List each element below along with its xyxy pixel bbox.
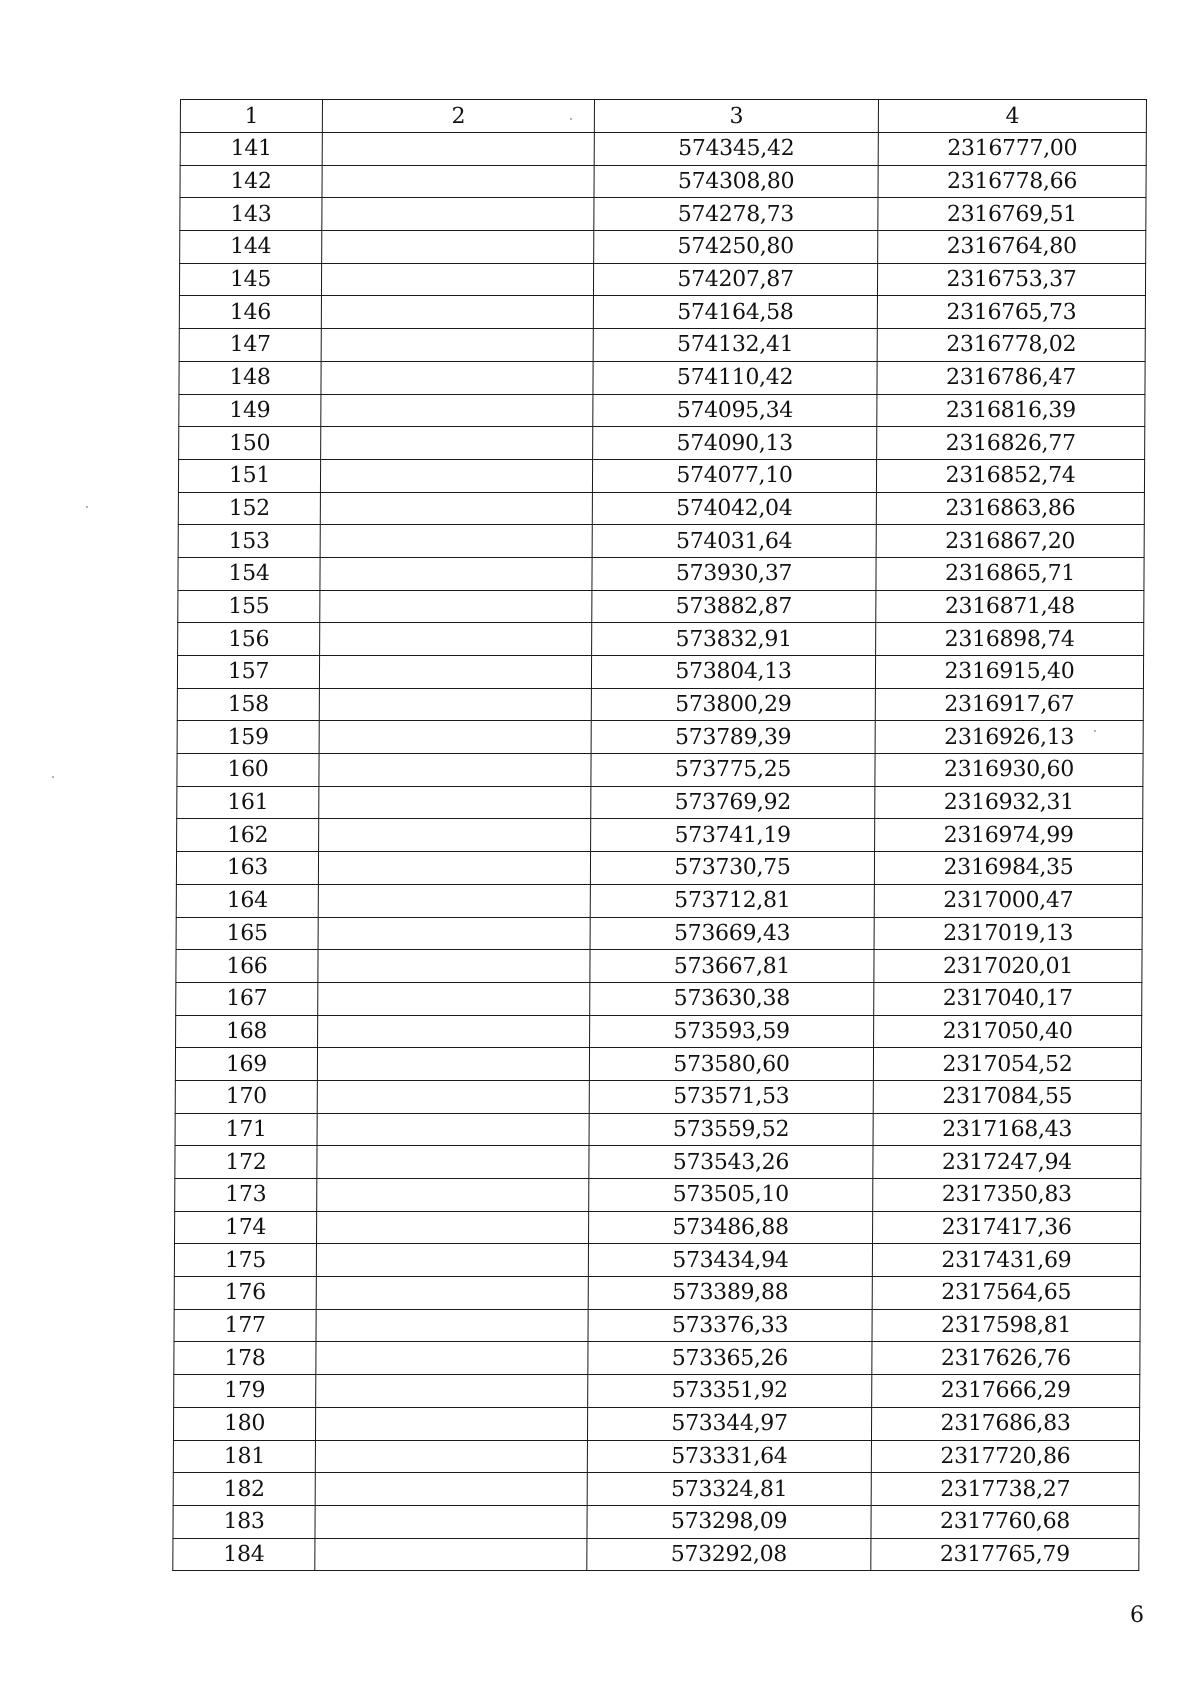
description-cell [321,427,593,460]
table-row [179,329,1145,362]
header-row [180,100,1146,133]
description-cell [321,394,593,427]
y-coordinate-cell: 2316974,99 [875,819,1143,852]
row-number-cell: 152 [178,492,320,525]
scan-speck [570,118,572,120]
description-cell [315,1440,587,1473]
x-coordinate-cell: 573365,26 [588,1342,872,1375]
row-number-cell: 177 [174,1309,316,1342]
table-row [175,1179,1141,1212]
description-cell [319,786,591,819]
description-cell [320,590,592,623]
y-coordinate-cell: 2317564,65 [872,1277,1140,1310]
row-number-cell: 183 [173,1505,315,1538]
row-number-cell: 160 [177,754,319,787]
description-cell [318,917,590,950]
row-number-cell: 167 [176,982,318,1015]
x-coordinate-cell: 573298,09 [587,1505,871,1538]
description-cell [321,329,593,362]
row-number-cell: 172 [175,1146,317,1179]
description-cell [319,656,591,689]
table-row [173,1505,1139,1538]
description-cell [316,1342,588,1375]
table-row [176,1015,1142,1048]
row-number-cell: 158 [177,688,319,721]
table-row [179,394,1145,427]
x-coordinate-cell: 573543,26 [589,1146,873,1179]
description-cell [322,133,594,166]
description-cell [320,623,592,656]
y-coordinate-cell: 2317738,27 [871,1473,1139,1506]
x-coordinate-cell: 573593,59 [590,1015,874,1048]
x-coordinate-cell: 574110,42 [593,361,877,394]
x-coordinate-cell: 573434,94 [588,1244,872,1277]
row-number-cell: 165 [176,917,318,950]
y-coordinate-cell: 2316852,74 [876,459,1144,492]
y-coordinate-cell: 2317666,29 [872,1375,1140,1408]
table-row [173,1440,1139,1473]
description-cell [319,819,591,852]
column-header-3: 3 [594,100,878,133]
description-cell [321,361,593,394]
scan-speck [52,776,54,778]
y-coordinate-cell: 2316816,39 [877,394,1145,427]
description-cell [316,1277,588,1310]
x-coordinate-cell: 573930,37 [592,557,876,590]
y-coordinate-cell: 2317247,94 [873,1146,1141,1179]
y-coordinate-cell: 2317431,69 [872,1244,1140,1277]
table-row [176,917,1142,950]
table-row [173,1407,1139,1440]
description-cell [320,557,592,590]
table-row [175,1113,1141,1146]
description-cell [315,1407,587,1440]
column-header-1: 1 [180,100,322,133]
x-coordinate-cell: 573667,81 [590,950,874,983]
table-row [180,198,1146,231]
description-cell [315,1505,587,1538]
row-number-cell: 144 [180,231,322,264]
x-coordinate-cell: 573351,92 [588,1375,872,1408]
x-coordinate-cell: 573324,81 [587,1473,871,1506]
x-coordinate-cell: 574250,80 [594,231,878,264]
row-number-cell: 161 [177,786,319,819]
y-coordinate-cell: 2316932,31 [875,786,1143,819]
y-coordinate-cell: 2316863,86 [876,492,1144,525]
row-number-cell: 184 [173,1538,315,1571]
y-coordinate-cell: 2316926,13 [875,721,1143,754]
x-coordinate-cell: 573832,91 [592,623,876,656]
table-row [174,1244,1140,1277]
description-cell [316,1375,588,1408]
table-row [177,754,1143,787]
column-header-4: 4 [878,100,1146,133]
description-cell [321,263,593,296]
y-coordinate-cell: 2316786,47 [877,361,1145,394]
x-coordinate-cell: 574278,73 [594,198,878,231]
table-row [174,1277,1140,1310]
x-coordinate-cell: 574077,10 [592,459,876,492]
y-coordinate-cell: 2317686,83 [871,1407,1139,1440]
scan-speck [86,506,88,508]
y-coordinate-cell: 2316765,73 [877,296,1145,329]
row-number-cell: 176 [174,1277,316,1310]
table-row [176,852,1142,885]
table-row [175,1080,1141,1113]
description-cell [322,231,594,264]
table-row [177,819,1143,852]
row-number-cell: 175 [174,1244,316,1277]
table-row [180,133,1146,166]
y-coordinate-cell: 2317084,55 [873,1080,1141,1113]
table-row [174,1309,1140,1342]
table-row [178,557,1144,590]
coordinates-table [172,99,1147,1571]
description-cell [318,852,590,885]
row-number-cell: 166 [176,950,318,983]
y-coordinate-cell: 2317760,68 [871,1505,1139,1538]
row-number-cell: 168 [176,1015,318,1048]
row-number-cell: 170 [175,1080,317,1113]
row-number-cell: 145 [179,263,321,296]
description-cell [317,1113,589,1146]
column-header-2: 2 [322,100,594,133]
description-cell [315,1538,587,1571]
table-row [178,525,1144,558]
table-row [178,492,1144,525]
x-coordinate-cell: 573580,60 [589,1048,873,1081]
y-coordinate-cell: 2316764,80 [878,231,1146,264]
table-row [175,1146,1141,1179]
x-coordinate-cell: 573775,25 [591,754,875,787]
row-number-cell: 178 [174,1342,316,1375]
table-row [178,590,1144,623]
table-row [179,296,1145,329]
y-coordinate-cell: 2316867,20 [876,525,1144,558]
row-number-cell: 146 [179,296,321,329]
table-row [177,786,1143,819]
y-coordinate-cell: 2316930,60 [875,754,1143,787]
table-row [176,950,1142,983]
description-cell [318,982,590,1015]
row-number-cell: 143 [180,198,322,231]
row-number-cell: 180 [173,1407,315,1440]
description-cell [318,1015,590,1048]
row-number-cell: 163 [176,852,318,885]
x-coordinate-cell: 573669,43 [590,917,874,950]
y-coordinate-cell: 2316865,71 [876,557,1144,590]
description-cell [317,1048,589,1081]
description-cell [318,884,590,917]
row-number-cell: 153 [178,525,320,558]
row-number-cell: 148 [179,361,321,394]
row-number-cell: 179 [174,1375,316,1408]
table-row [180,165,1146,198]
description-cell [319,688,591,721]
scan-speck [1094,730,1096,732]
y-coordinate-cell: 2316753,37 [877,263,1145,296]
table-row [175,1048,1141,1081]
x-coordinate-cell: 573630,38 [590,982,874,1015]
description-cell [317,1179,589,1212]
page-number: 6 [1130,1603,1144,1628]
description-cell [319,721,591,754]
table-row [178,623,1144,656]
x-coordinate-cell: 573571,53 [589,1080,873,1113]
description-cell [318,950,590,983]
x-coordinate-cell: 574031,64 [592,525,876,558]
table-row [174,1342,1140,1375]
row-number-cell: 182 [173,1473,315,1506]
description-cell [320,492,592,525]
row-number-cell: 154 [178,557,320,590]
y-coordinate-cell: 2316984,35 [874,852,1142,885]
row-number-cell: 159 [177,721,319,754]
x-coordinate-cell: 573559,52 [589,1113,873,1146]
table-row [176,884,1142,917]
description-cell [316,1244,588,1277]
y-coordinate-cell: 2317417,36 [873,1211,1141,1244]
description-cell [316,1309,588,1342]
row-number-cell: 147 [179,329,321,362]
x-coordinate-cell: 573769,92 [591,786,875,819]
x-coordinate-cell: 573486,88 [589,1211,873,1244]
table-row [177,721,1143,754]
row-number-cell: 174 [175,1211,317,1244]
y-coordinate-cell: 2316769,51 [878,198,1146,231]
description-cell [317,1080,589,1113]
description-cell [317,1146,589,1179]
table-row [175,1211,1141,1244]
table-row [179,361,1145,394]
x-coordinate-cell: 574042,04 [592,492,876,525]
x-coordinate-cell: 574164,58 [593,296,877,329]
y-coordinate-cell: 2317720,86 [871,1440,1139,1473]
x-coordinate-cell: 574308,80 [594,165,878,198]
y-coordinate-cell: 2317040,17 [874,982,1142,1015]
description-cell [322,165,594,198]
description-cell [321,296,593,329]
y-coordinate-cell: 2316915,40 [875,656,1143,689]
y-coordinate-cell: 2316898,74 [876,623,1144,656]
x-coordinate-cell: 574207,87 [593,263,877,296]
row-number-cell: 169 [175,1048,317,1081]
x-coordinate-cell: 574095,34 [593,394,877,427]
y-coordinate-cell: 2316917,67 [875,688,1143,721]
y-coordinate-cell: 2317350,83 [873,1179,1141,1212]
y-coordinate-cell: 2317054,52 [873,1048,1141,1081]
y-coordinate-cell: 2317765,79 [871,1538,1139,1571]
x-coordinate-cell: 574345,42 [594,133,878,166]
row-number-cell: 162 [177,819,319,852]
row-number-cell: 151 [178,459,320,492]
table-row [179,263,1145,296]
y-coordinate-cell: 2316778,66 [878,165,1146,198]
y-coordinate-cell: 2316778,02 [877,329,1145,362]
y-coordinate-cell: 2317626,76 [872,1342,1140,1375]
x-coordinate-cell: 573331,64 [587,1440,871,1473]
row-number-cell: 142 [180,165,322,198]
x-coordinate-cell: 574132,41 [593,329,877,362]
x-coordinate-cell: 573376,33 [588,1309,872,1342]
row-number-cell: 164 [176,884,318,917]
row-number-cell: 173 [175,1179,317,1212]
description-cell [320,459,592,492]
row-number-cell: 156 [178,623,320,656]
description-cell [315,1473,587,1506]
y-coordinate-cell: 2317000,47 [874,884,1142,917]
table-body [173,133,1147,1571]
table-row [173,1538,1139,1571]
row-number-cell: 181 [173,1440,315,1473]
y-coordinate-cell: 2317168,43 [873,1113,1141,1146]
table-row [180,231,1146,264]
table-header [180,100,1146,133]
y-coordinate-cell: 2317598,81 [872,1309,1140,1342]
description-cell [319,754,591,787]
description-cell [317,1211,589,1244]
table-row [176,982,1142,1015]
row-number-cell: 149 [179,394,321,427]
x-coordinate-cell: 573741,19 [591,819,875,852]
row-number-cell: 157 [177,656,319,689]
x-coordinate-cell: 573789,39 [591,721,875,754]
table-row [179,427,1145,460]
table-row [173,1473,1139,1506]
table-row [178,459,1144,492]
x-coordinate-cell: 573730,75 [590,852,874,885]
y-coordinate-cell: 2316826,77 [877,427,1145,460]
y-coordinate-cell: 2316871,48 [876,590,1144,623]
y-coordinate-cell: 2316777,00 [878,133,1146,166]
table-row [174,1375,1140,1408]
row-number-cell: 141 [180,133,322,166]
description-cell [320,525,592,558]
description-cell [322,198,594,231]
x-coordinate-cell: 573344,97 [587,1407,871,1440]
x-coordinate-cell: 574090,13 [593,427,877,460]
x-coordinate-cell: 573800,29 [591,688,875,721]
table-row [177,688,1143,721]
row-number-cell: 150 [179,427,321,460]
x-coordinate-cell: 573712,81 [590,884,874,917]
x-coordinate-cell: 573882,87 [592,590,876,623]
y-coordinate-cell: 2317019,13 [874,917,1142,950]
x-coordinate-cell: 573389,88 [588,1277,872,1310]
table-row [177,656,1143,689]
x-coordinate-cell: 573804,13 [591,656,875,689]
x-coordinate-cell: 573292,08 [587,1538,871,1571]
y-coordinate-cell: 2317020,01 [874,950,1142,983]
x-coordinate-cell: 573505,10 [589,1179,873,1212]
y-coordinate-cell: 2317050,40 [874,1015,1142,1048]
row-number-cell: 155 [178,590,320,623]
row-number-cell: 171 [175,1113,317,1146]
